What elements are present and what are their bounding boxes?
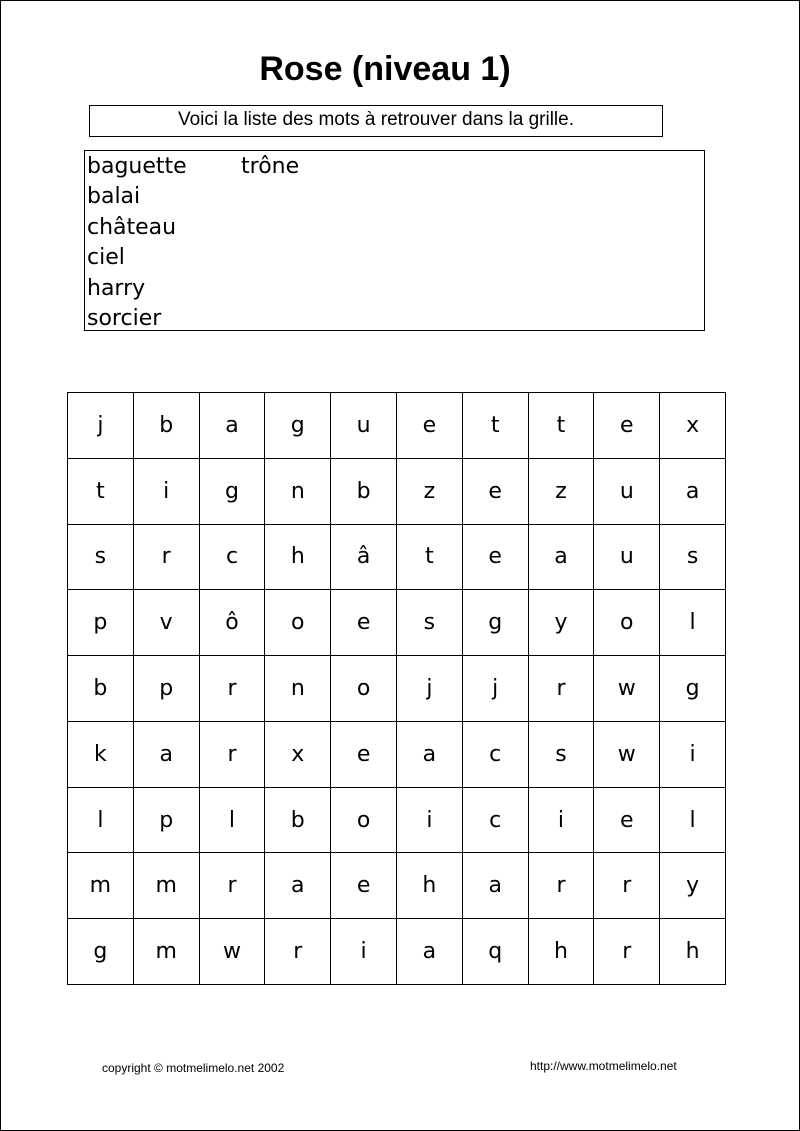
- grid-cell[interactable]: l: [200, 788, 266, 854]
- word-item: balai: [87, 184, 141, 210]
- grid-cell[interactable]: b: [331, 459, 397, 525]
- grid-cell[interactable]: e: [331, 722, 397, 788]
- grid-cell[interactable]: q: [463, 919, 529, 985]
- word-list-box: [84, 150, 705, 331]
- grid-cell[interactable]: o: [594, 590, 660, 656]
- grid-cell[interactable]: l: [68, 788, 134, 854]
- grid-cell[interactable]: c: [200, 525, 266, 591]
- grid-cell[interactable]: e: [463, 525, 529, 591]
- grid-cell[interactable]: m: [134, 919, 200, 985]
- grid-cell[interactable]: g: [200, 459, 266, 525]
- grid-cell[interactable]: p: [134, 788, 200, 854]
- grid-cell[interactable]: x: [265, 722, 331, 788]
- grid-cell[interactable]: i: [529, 788, 595, 854]
- grid-cell[interactable]: g: [265, 393, 331, 459]
- grid-cell[interactable]: w: [594, 656, 660, 722]
- grid-cell[interactable]: a: [265, 853, 331, 919]
- grid-cell[interactable]: â: [331, 525, 397, 591]
- grid-cell[interactable]: g: [68, 919, 134, 985]
- page-title: Rose (niveau 1): [259, 50, 511, 88]
- grid-cell[interactable]: s: [660, 525, 726, 591]
- grid-cell[interactable]: j: [68, 393, 134, 459]
- grid-cell[interactable]: o: [331, 656, 397, 722]
- instruction-box: Voici la liste des mots à retrouver dans la grille.: [89, 105, 663, 137]
- grid-cell[interactable]: t: [397, 525, 463, 591]
- grid-cell[interactable]: m: [134, 853, 200, 919]
- grid-cell[interactable]: u: [594, 459, 660, 525]
- grid-cell[interactable]: g: [463, 590, 529, 656]
- grid-cell[interactable]: s: [529, 722, 595, 788]
- grid-cell[interactable]: h: [660, 919, 726, 985]
- grid-cell[interactable]: i: [331, 919, 397, 985]
- grid-cell[interactable]: t: [68, 459, 134, 525]
- grid-cell[interactable]: a: [660, 459, 726, 525]
- grid-cell[interactable]: g: [660, 656, 726, 722]
- copyright-text: copyright © motmelimelo.net 2002: [102, 1061, 285, 1075]
- grid-cell[interactable]: y: [660, 853, 726, 919]
- grid-cell[interactable]: a: [397, 722, 463, 788]
- grid-cell[interactable]: s: [68, 525, 134, 591]
- grid-cell[interactable]: b: [68, 656, 134, 722]
- grid-cell[interactable]: j: [397, 656, 463, 722]
- grid-cell[interactable]: a: [529, 525, 595, 591]
- grid-cell[interactable]: c: [463, 722, 529, 788]
- grid-cell[interactable]: h: [529, 919, 595, 985]
- grid-cell[interactable]: u: [331, 393, 397, 459]
- grid-cell[interactable]: z: [529, 459, 595, 525]
- grid-cell[interactable]: l: [660, 788, 726, 854]
- grid-cell[interactable]: e: [397, 393, 463, 459]
- grid-cell[interactable]: t: [529, 393, 595, 459]
- grid-cell[interactable]: r: [134, 525, 200, 591]
- grid-cell[interactable]: y: [529, 590, 595, 656]
- grid-cell[interactable]: k: [68, 722, 134, 788]
- grid-cell[interactable]: n: [265, 459, 331, 525]
- grid-cell[interactable]: j: [463, 656, 529, 722]
- grid-cell[interactable]: o: [265, 590, 331, 656]
- grid-cell[interactable]: s: [397, 590, 463, 656]
- word-list-column-2: [241, 152, 299, 182]
- grid-cell[interactable]: l: [660, 590, 726, 656]
- grid-cell[interactable]: p: [68, 590, 134, 656]
- grid-cell[interactable]: r: [594, 853, 660, 919]
- grid-cell[interactable]: e: [463, 459, 529, 525]
- grid-cell[interactable]: r: [529, 853, 595, 919]
- grid-cell[interactable]: x: [660, 393, 726, 459]
- grid-cell[interactable]: i: [397, 788, 463, 854]
- grid-cell[interactable]: e: [594, 393, 660, 459]
- grid-cell[interactable]: e: [594, 788, 660, 854]
- grid-cell[interactable]: r: [200, 722, 266, 788]
- grid-cell[interactable]: p: [134, 656, 200, 722]
- grid-cell[interactable]: h: [265, 525, 331, 591]
- grid-cell[interactable]: t: [463, 393, 529, 459]
- grid-cell[interactable]: z: [397, 459, 463, 525]
- word-list-column-1: [87, 152, 187, 334]
- grid-cell[interactable]: b: [265, 788, 331, 854]
- grid-cell[interactable]: a: [134, 722, 200, 788]
- grid-cell[interactable]: r: [265, 919, 331, 985]
- grid-cell[interactable]: r: [200, 853, 266, 919]
- grid-cell[interactable]: b: [134, 393, 200, 459]
- website-url: http://www.motmelimelo.net: [530, 1059, 677, 1073]
- grid-cell[interactable]: w: [594, 722, 660, 788]
- grid-cell[interactable]: w: [200, 919, 266, 985]
- word-item: château: [87, 214, 177, 240]
- letter-grid: [67, 392, 726, 985]
- grid-cell[interactable]: r: [594, 919, 660, 985]
- grid-cell[interactable]: r: [529, 656, 595, 722]
- grid-cell[interactable]: c: [463, 788, 529, 854]
- grid-cell[interactable]: i: [134, 459, 200, 525]
- grid-cell[interactable]: e: [331, 590, 397, 656]
- grid-cell[interactable]: m: [68, 853, 134, 919]
- grid-cell[interactable]: a: [200, 393, 266, 459]
- grid-cell[interactable]: a: [463, 853, 529, 919]
- word-item: ciel: [87, 245, 125, 271]
- grid-cell[interactable]: h: [397, 853, 463, 919]
- word-item: sorcier: [87, 305, 162, 331]
- grid-cell[interactable]: n: [265, 656, 331, 722]
- grid-cell[interactable]: ô: [200, 590, 266, 656]
- grid-cell[interactable]: o: [331, 788, 397, 854]
- word-item: harry: [87, 275, 146, 301]
- grid-cell[interactable]: v: [134, 590, 200, 656]
- word-item: baguette: [87, 154, 187, 179]
- grid-cell[interactable]: i: [660, 722, 726, 788]
- grid-cell[interactable]: r: [200, 656, 266, 722]
- word-item: trône: [241, 154, 300, 179]
- grid-cell[interactable]: a: [397, 919, 463, 985]
- grid-cell[interactable]: u: [594, 525, 660, 591]
- grid-cell[interactable]: e: [331, 853, 397, 919]
